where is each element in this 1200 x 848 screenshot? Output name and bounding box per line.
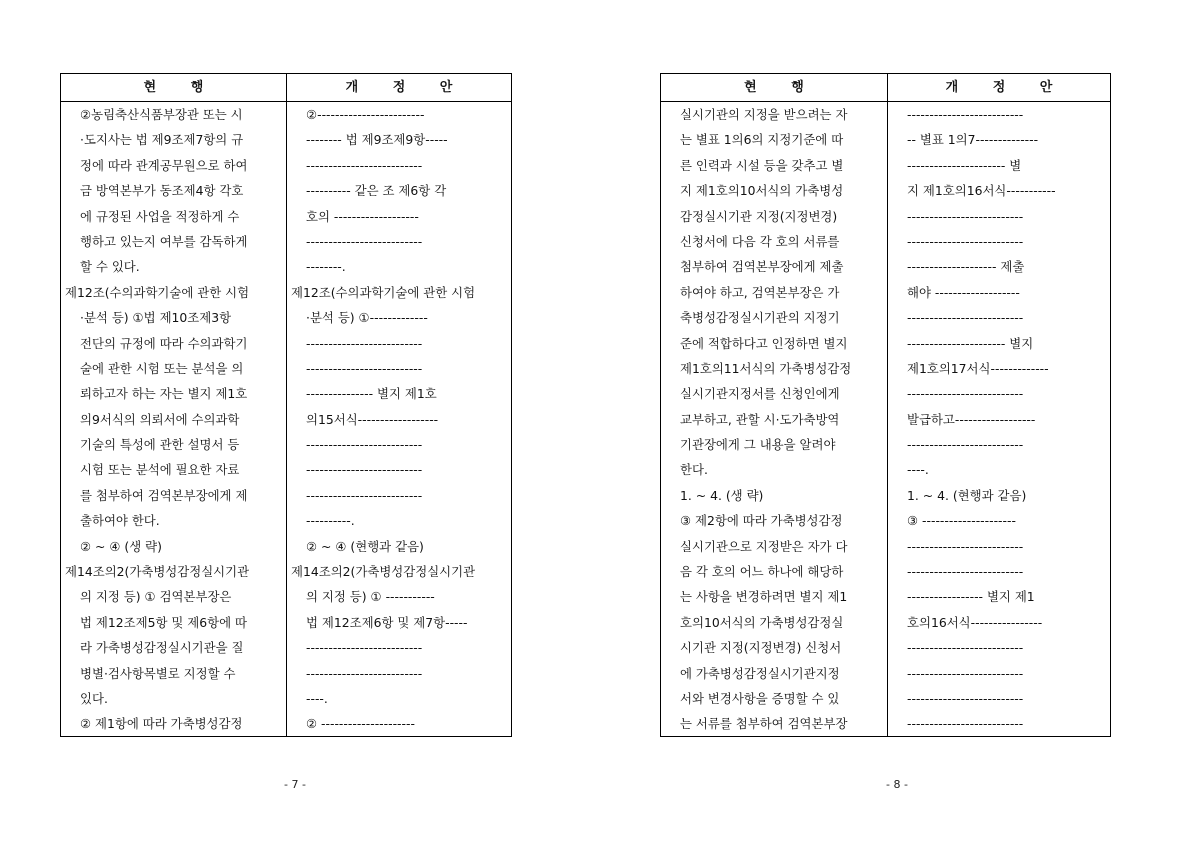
text-line: -------------------- 제출 — [907, 259, 1025, 275]
text-line: 에 규정된 사업을 적정하게 수 — [80, 208, 240, 224]
text-line: 1. ~ 4. (생 략) — [680, 487, 764, 503]
text-line: 제14조의2(가축병성감정실시기관 — [291, 564, 476, 580]
text-line: 제12조(수의과학기술에 관한 시험 — [291, 284, 476, 300]
table-header — [661, 74, 1110, 102]
text-line: 에 가축병성감정실시기관지정 — [680, 665, 840, 681]
text-line: -------------------------- — [306, 233, 423, 249]
text-line: 의15서식------------------ — [306, 411, 439, 427]
text-line: 행하고 있는지 여부를 감독하게 — [80, 233, 248, 249]
text-line: 음 각 호의 어느 하나에 해당하 — [680, 564, 844, 580]
text-line: 지 제1호의10서식의 가축병성 — [680, 183, 844, 199]
text-line: 시기관 지정(지정변경) 신청서 — [680, 640, 842, 656]
text-line: -------------------------- — [907, 437, 1024, 453]
header-revised: 개 정 안 — [345, 80, 453, 95]
header-current: 현 행 — [61, 74, 287, 101]
text-line: 제1호의17서식------------- — [907, 360, 1049, 376]
text-line: 감정실시기관 지정(지정변경) — [680, 208, 838, 224]
text-line: -------------------------- — [306, 157, 423, 173]
text-line: -------------------------- — [306, 462, 423, 478]
text-line: 축병성감정실시기관의 지정기 — [680, 310, 840, 326]
text-line: 전단의 규정에 따라 수의과학기 — [80, 335, 248, 351]
text-line: 를 첨부하여 검역본부장에게 제 — [80, 487, 248, 503]
text-line: ---------------------- 별지 — [907, 335, 1034, 351]
text-line: 한다. — [680, 462, 708, 478]
text-line: --------------- 별지 제1호 — [306, 386, 437, 402]
text-line: -------------------------- — [907, 208, 1024, 224]
text-line: ·분석 등) ①------------- — [306, 310, 428, 326]
text-line: -------------------------- — [306, 437, 423, 453]
text-line: 기관장에게 그 내용을 알려야 — [680, 437, 836, 453]
text-line: 의 지정 등) ① ----------- — [306, 589, 435, 605]
text-line: 법 제12조제6항 및 제7항----- — [306, 614, 468, 630]
text-line: -------------------------- — [907, 564, 1024, 580]
text-line: ·도지사는 법 제9조제7항의 규 — [80, 132, 244, 148]
text-line: 호의 ------------------- — [306, 208, 419, 224]
text-line: -------------------------- — [306, 360, 423, 376]
text-line: -------------------------- — [907, 640, 1024, 656]
text-line: ----------------- 별지 제1 — [907, 589, 1035, 605]
text-line: 실시기관의 지정을 받으려는 자 — [680, 107, 848, 122]
text-line: ② 제1항에 따라 가축병성감정 — [80, 716, 243, 732]
revised-column — [287, 102, 511, 736]
text-line: 는 서류를 첨부하여 검역본부장 — [680, 716, 848, 732]
text-line: 첨부하여 검역본부장에게 제출 — [680, 259, 844, 275]
text-line: 병별·검사항목별로 지정할 수 — [80, 665, 236, 681]
current-column — [661, 102, 888, 736]
text-line: ----. — [306, 690, 328, 706]
text-line: ---------------------- 별 — [907, 157, 1022, 173]
text-line: --------. — [306, 259, 346, 275]
text-line: ② ~ ④ (현행과 같음) — [306, 538, 424, 554]
text-line: 교부하고, 관할 시·도가축방역 — [680, 411, 840, 427]
page-number: - 8 - — [886, 778, 908, 791]
text-line: -------------------------- — [306, 487, 423, 503]
text-line: -------------------------- — [907, 716, 1024, 732]
text-line: 호의10서식의 가축병성감정실 — [680, 614, 844, 630]
text-line: 른 인력과 시설 등을 갖추고 별 — [680, 157, 844, 173]
text-line: 의9서식의 의뢰서에 수의과학 — [80, 411, 240, 427]
text-line: 법 제12조제5항 및 제6항에 따 — [80, 614, 247, 630]
text-line: -------- 법 제9조제9항----- — [306, 132, 448, 148]
text-line: 금 방역본부가 동조제4항 각호 — [80, 183, 244, 199]
text-line: 1. ~ 4. (현행과 같음) — [907, 487, 1027, 503]
text-line: -------------------------- — [907, 386, 1024, 402]
text-line: -------------------------- — [907, 310, 1024, 326]
text-line: 출하여야 한다. — [80, 513, 160, 529]
text-line: -------------------------- — [306, 640, 423, 656]
text-line: -------------------------- — [907, 690, 1024, 706]
text-line: ② ~ ④ (생 략) — [80, 538, 162, 554]
text-line: -- 별표 1의7-------------- — [907, 132, 1039, 148]
text-line: 준에 적합하다고 인정하면 별지 — [680, 335, 848, 351]
left-comparison-table — [60, 73, 512, 737]
page-number: - 7 - — [284, 778, 306, 791]
text-line: 있다. — [80, 690, 108, 706]
text-line: 는 사항을 변경하려면 별지 제1 — [680, 589, 848, 605]
text-line: 의 지정 등) ① 검역본부장은 — [80, 589, 232, 605]
text-line: 발급하고------------------ — [907, 411, 1036, 427]
text-line: ②------------------------ — [306, 107, 425, 122]
text-line: ----------. — [306, 513, 355, 529]
table-header — [61, 74, 511, 102]
text-line: 정에 따라 관계공무원으로 하여 — [80, 157, 248, 173]
text-line: 서와 변경사항을 증명할 수 있 — [680, 690, 840, 706]
text-line: -------------------------- — [907, 665, 1024, 681]
revised-column — [888, 102, 1110, 736]
text-line: ②농림축산식품부장관 또는 시 — [80, 107, 243, 122]
text-line: 하여야 하고, 검역본부장은 가 — [680, 284, 840, 300]
text-line: 신청서에 다음 각 호의 서류를 — [680, 233, 840, 249]
text-line: 실시기관지정서를 신청인에게 — [680, 386, 840, 402]
text-line: ---------- 같은 조 제6항 각 — [306, 183, 447, 199]
text-line: 라 가축병성감정실시기관을 질 — [80, 640, 244, 656]
text-line: 뢰하고자 하는 자는 별지 제1호 — [80, 386, 248, 402]
text-line: 시험 또는 분석에 필요한 자료 — [80, 462, 240, 478]
text-line: 할 수 있다. — [80, 259, 140, 275]
right-comparison-table — [660, 73, 1111, 737]
text-line: ③ 제2항에 따라 가축병성감정 — [680, 513, 843, 529]
text-line: 술에 관한 시험 또는 분석을 의 — [80, 360, 244, 376]
text-line: 호의16서식---------------- — [907, 614, 1043, 630]
text-line: 제14조의2(가축병성감정실시기관 — [65, 564, 250, 580]
text-line: -------------------------- — [907, 538, 1024, 554]
text-line: 기술의 특성에 관한 설명서 등 — [80, 437, 240, 453]
text-line: -------------------------- — [306, 335, 423, 351]
text-line: 제1호의11서식의 가축병성감정 — [680, 360, 852, 376]
text-line: 지 제1호의16서식----------- — [907, 183, 1056, 199]
text-line: -------------------------- — [907, 107, 1024, 122]
text-line: -------------------------- — [306, 665, 423, 681]
text-line: ③ --------------------- — [907, 513, 1016, 529]
text-line: ----. — [907, 462, 929, 478]
text-line: -------------------------- — [907, 233, 1024, 249]
text-line: 실시기관으로 지정받은 자가 다 — [680, 538, 848, 554]
header-current: 현 행 — [661, 74, 888, 101]
current-column — [61, 102, 287, 736]
text-line: ·분석 등) ①법 제10조제3항 — [80, 310, 232, 326]
text-line: 해야 ------------------- — [907, 284, 1020, 300]
text-line: 는 별표 1의6의 지정기준에 따 — [680, 132, 844, 148]
header-revised: 개 정 안 — [945, 80, 1053, 95]
text-line: 제12조(수의과학기술에 관한 시험 — [65, 284, 250, 300]
text-line: ② --------------------- — [306, 716, 415, 732]
